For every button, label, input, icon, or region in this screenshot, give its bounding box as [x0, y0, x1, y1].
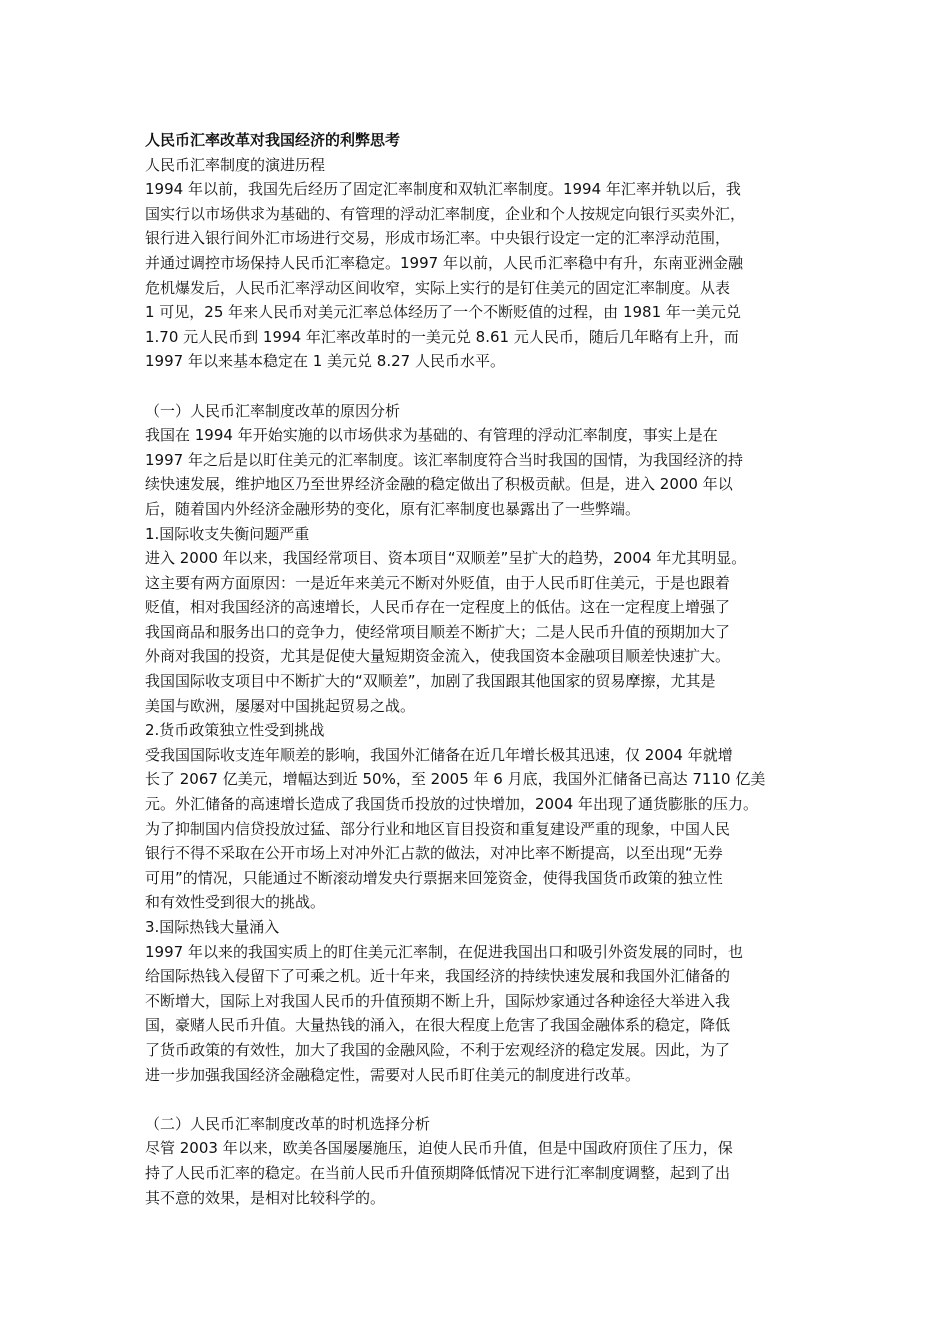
text-line: 我国在 1994 年开始实施的以市场供求为基础的、有管理的浮动汇率制度，事实上是在 — [145, 426, 718, 445]
text-line: 尽管 2003 年以来，欧美各国屡屡施压，迫使人民币升值，但是中国政府顶住了压力，保 — [145, 1139, 733, 1158]
text-line: 1997 年之后是以盯住美元的汇率制度。该汇率制度符合当时我国的国情，为我国经济的持 — [145, 450, 743, 469]
text-line: 美国与欧洲，屡屡对中国挑起贸易之战。 — [145, 696, 416, 715]
text-line: 国实行以市场供求为基础的、有管理的浮动汇率制度，企业和个人按规定向银行买卖外汇， — [145, 204, 746, 223]
text-line: 1.70 元人民币到 1994 年汇率改革时的一美元兑 8.61 元人民币，随后几年略有上升，而 — [145, 327, 739, 346]
text-line: 后，随着国内外经济金融形势的变化，原有汇率制度也暴露出了一些弊端。 — [145, 499, 641, 518]
text-line: 1994 年以前，我国先后经历了固定汇率制度和双轨汇率制度。1994 年汇率并轨以后，我 — [145, 180, 741, 199]
text-line: 并通过调控市场保持人民币汇率稳定。1997 年以前，人民币汇率稳中有升，东南亚洲金融 — [145, 253, 743, 272]
text-line: 1997 年以来的我国实质上的盯住美元汇率制，在促进我国出口和吸引外资发展的同时，也 — [145, 942, 743, 961]
text-line: 国，豪赌人民币升值。大量热钱的涌入，在很大程度上危害了我国金融体系的稳定，降低 — [145, 1016, 731, 1035]
text-line: 贬值，相对我国经济的高速增长，人民币存在一定程度上的低估。这在一定程度上增强了 — [145, 598, 731, 617]
text-line: 进一步加强我国经济金融稳定性，需要对人民币盯住美元的制度进行改革。 — [145, 1065, 641, 1084]
text-line: 为了抑制国内信贷投放过猛、部分行业和地区盲目投资和重复建设严重的现象，中国人民 — [145, 819, 731, 838]
text-line: 其不意的效果，是相对比较科学的。 — [145, 1188, 386, 1207]
text-line: 元。外汇储备的高速增长造成了我国货币投放的过快增加，2004 年出现了通货膨胀的压力。 — [145, 795, 758, 814]
text-line: 了货币政策的有效性，加大了我国的金融风险，不利于宏观经济的稳定发展。因此，为了 — [145, 1040, 731, 1059]
text-line: 和有效性受到很大的挑战。 — [145, 893, 326, 912]
blank-line — [145, 1087, 835, 1112]
text-line: 危机爆发后，人民币汇率浮动区间收窄，实际上实行的是钉住美元的固定汇率制度。从表 — [145, 278, 731, 297]
text-line: 续快速发展，维护地区乃至世界经济金融的稳定做出了积极贡献。但是，进入 2000 年以 — [145, 475, 733, 494]
text-line: 人民币汇率制度的演进历程 — [145, 155, 326, 174]
text-line: （二）人民币汇率制度改革的时机选择分析 — [145, 1114, 431, 1133]
text-line: 2.货币政策独立性受到挑战 — [145, 721, 325, 740]
text-line: 这主要有两方面原因：一是近年来美元不断对外贬值，由于人民币盯住美元，于是也跟着 — [145, 573, 731, 592]
text-line: 我国商品和服务出口的竞争力，使经常项目顺差不断扩大；二是人民币升值的预期加大了 — [145, 622, 731, 641]
text-line: 进入 2000 年以来，我国经常项目、资本项目“双顺差”呈扩大的趋势，2004 年尤其明显。 — [145, 549, 747, 568]
text-line: 1.国际收支失衡问题严重 — [145, 524, 310, 543]
document-body — [145, 128, 835, 1210]
text-line: 长了 2067 亿美元，增幅达到近 50%，至 2005 年 6 月底，我国外汇储备已高达 7110 亿美 — [145, 770, 766, 789]
text-line: 3.国际热钱大量涌入 — [145, 918, 280, 936]
text-line: 银行不得不采取在公开市场上对冲外汇占款的做法，对冲比率不断提高，以至出现“无券 — [145, 844, 723, 863]
text-line: 我国国际收支项目中不断扩大的“双顺差”，加剧了我国跟其他国家的贸易摩擦，尤其是 — [145, 672, 716, 691]
text-line: 1997 年以来基本稳定在 1 美元兑 8.27 人民币水平。 — [145, 352, 505, 371]
text-line: 银行进入银行间外汇市场进行交易，形成市场汇率。中央银行设定一定的汇率浮动范围， — [145, 229, 731, 248]
text-line: 不断增大，国际上对我国人民币的升值预期不断上升，国际炒家通过各种途径大举进入我 — [145, 991, 731, 1010]
blank-line — [145, 374, 835, 399]
text-line: （一）人民币汇率制度改革的原因分析 — [145, 401, 401, 420]
text-line: 可用”的情况，只能通过不断滚动增发央行票据来回笼资金，使得我国货币政策的独立性 — [145, 868, 723, 887]
text-line: 给国际热钱入侵留下了可乘之机。近十年来，我国经济的持续快速发展和我国外汇储备的 — [145, 967, 731, 986]
document-title: 人民币汇率改革对我国经济的利弊思考 — [145, 131, 401, 149]
text-line: 外商对我国的投资，尤其是促使大量短期资金流入，使我国资本金融项目顺差快速扩大。 — [145, 647, 731, 666]
text-line: 持了人民币汇率的稳定。在当前人民币升值预期降低情况下进行汇率制度调整，起到了出 — [145, 1163, 731, 1182]
text-line: 1 可见，25 年来人民币对美元汇率总体经历了一个不断贬值的过程，由 1981 年一美元兑 — [145, 303, 741, 322]
text-line: 受我国国际收支连年顺差的影响，我国外汇储备在近几年增长极其迅速，仅 2004 年就增 — [145, 745, 733, 764]
